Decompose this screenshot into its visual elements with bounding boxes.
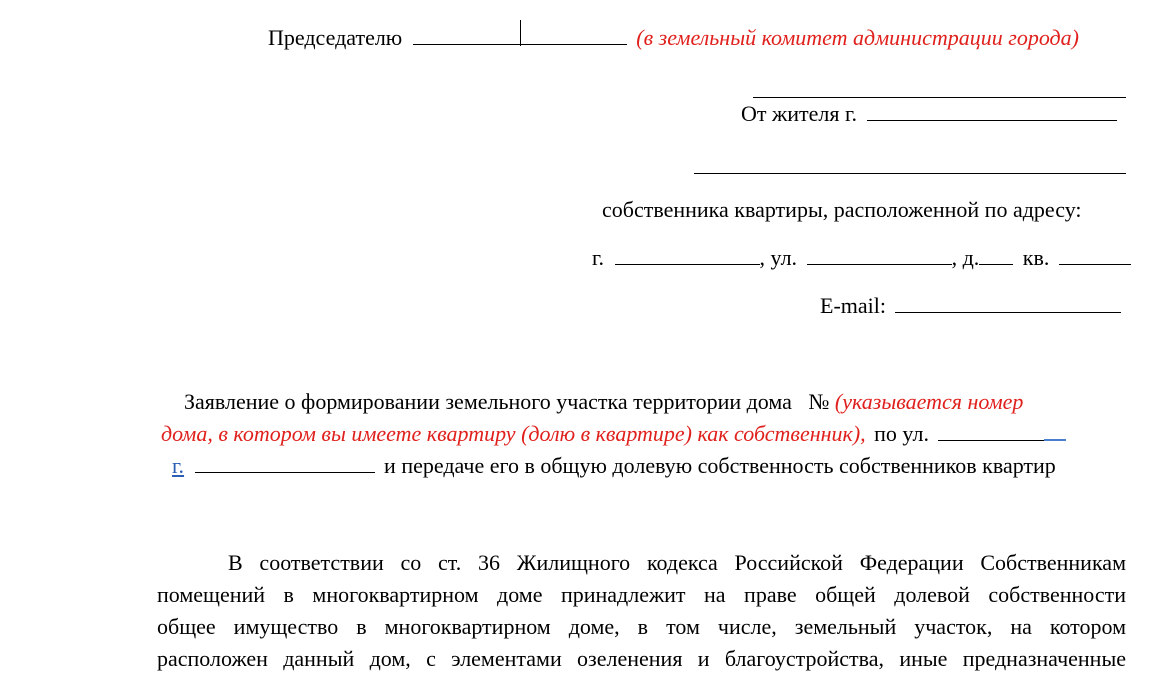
chairman-hint: (в земельный комитет администрации города) bbox=[636, 25, 1079, 50]
title-line-1 bbox=[184, 389, 1023, 415]
city-label: г. bbox=[592, 245, 605, 270]
text-cursor bbox=[520, 20, 521, 46]
owner-address-label: собственника квартиры, расположенной по адресу: bbox=[602, 197, 1082, 222]
street-blank bbox=[807, 246, 952, 265]
title-street-blank bbox=[938, 422, 1044, 441]
house-blank bbox=[979, 246, 1013, 265]
title-line-2 bbox=[161, 421, 1066, 447]
address-line bbox=[592, 245, 1131, 271]
apartment-blank bbox=[1059, 246, 1131, 265]
body-line-1: В соответствии со ст. 36 Жилищного кодекса Российской Федерации Собственникам bbox=[228, 550, 1126, 575]
street-label: , ул. bbox=[759, 245, 798, 270]
body-line-3: общее имущество в многоквартирном доме, в том числе, земельный участок, на котором bbox=[157, 614, 1126, 639]
chairman-blank bbox=[413, 26, 627, 45]
title-line-3 bbox=[172, 453, 1056, 479]
resident-name-blank-line bbox=[694, 173, 1126, 174]
resident-city-blank bbox=[867, 102, 1117, 121]
from-resident-line bbox=[741, 101, 1117, 127]
chairman-label: Председателю bbox=[268, 25, 403, 50]
email-blank bbox=[895, 294, 1121, 313]
from-resident-label: От жителя г. bbox=[741, 101, 857, 126]
title-city-blank bbox=[195, 454, 375, 473]
title-line3-city: г. bbox=[172, 453, 185, 478]
title-street-blank-highlight bbox=[1044, 421, 1066, 441]
house-label: , д. bbox=[951, 245, 980, 270]
apartment-label: кв. bbox=[1022, 245, 1050, 270]
email-line bbox=[820, 293, 1121, 319]
body-line-4: расположен данный дом, с элементами озеленения и благоустройства, иные предназначенные bbox=[157, 646, 1126, 671]
title-line2-text: по ул. bbox=[874, 421, 929, 446]
title-line1-text: Заявление о формировании земельного участка территории дома № bbox=[184, 389, 830, 414]
city-blank bbox=[615, 246, 760, 265]
title-line3-text: и передаче его в общую долевую собственность собственников квартир bbox=[384, 453, 1056, 478]
email-label: E-mail: bbox=[820, 293, 886, 318]
title-line1-hint: (указывается номер bbox=[834, 389, 1024, 414]
title-line2-hint: дома, в котором вы имеете квартиру (долю в квартире) как собственник), bbox=[161, 421, 866, 446]
body-line-2: помещений в многоквартирном доме принадлежит на праве общей долевой собственности bbox=[157, 582, 1126, 607]
chairman-line bbox=[268, 25, 1079, 51]
recipient-blank-line bbox=[753, 97, 1126, 98]
